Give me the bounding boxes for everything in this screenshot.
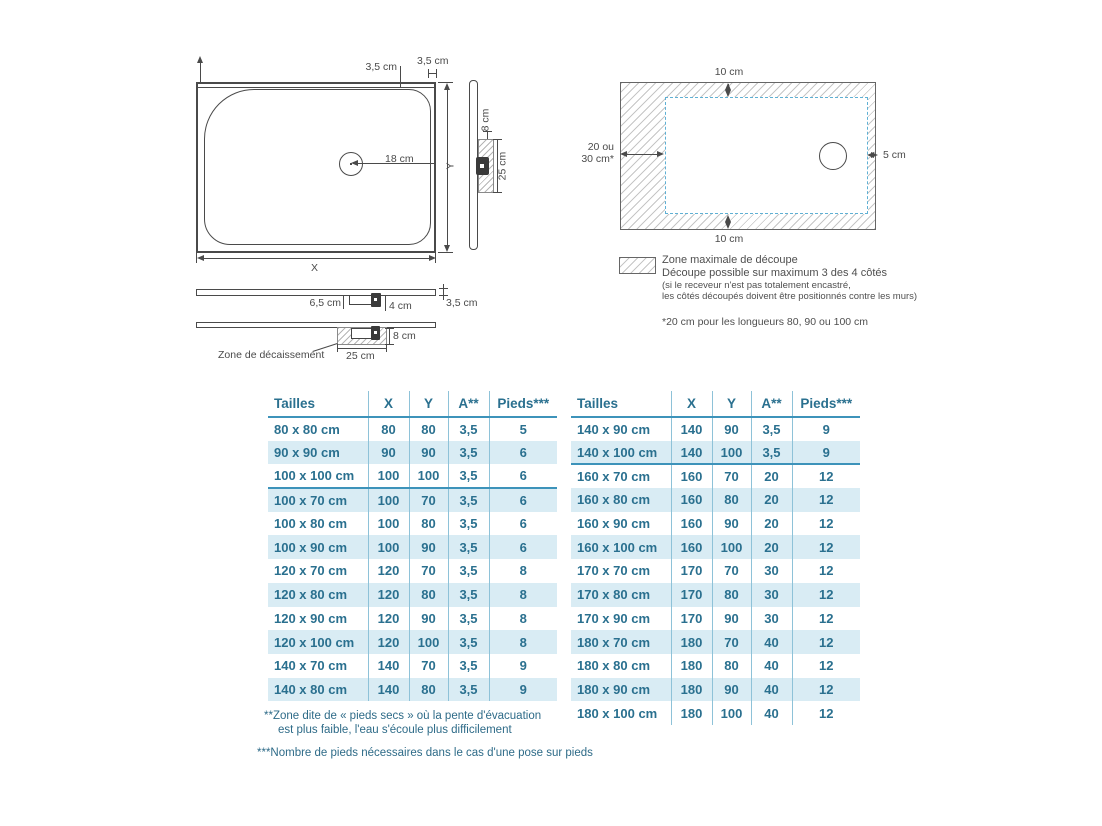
table-cell: 3,5 [448, 607, 489, 631]
profile2-25-label: 25 cm [346, 350, 375, 362]
table-cell: 160 x 70 cm [571, 464, 671, 488]
table-cell: 100 [409, 630, 448, 654]
table-cell: 40 [751, 654, 792, 678]
table-cell: 160 x 90 cm [577, 516, 651, 532]
table-cell: 180 [671, 654, 712, 678]
legend-line1: Zone maximale de découpe [662, 254, 798, 266]
table-cell: 12 [792, 654, 860, 678]
table-cell: 100 [712, 535, 751, 559]
footnote-pieds-secs-line2: est plus faible, l'eau s'écoule plus difficilement [278, 724, 512, 736]
table-cell: 70 [712, 630, 751, 654]
table-cell: 3,5 [751, 417, 792, 441]
table-cell: 12 [792, 535, 860, 559]
table-cell: 140 [671, 417, 712, 441]
profile2-8-label: 8 cm [393, 330, 416, 342]
table-cell: 140 x 90 cm [577, 421, 651, 437]
table-cell: 90 x 90 cm [274, 445, 340, 461]
table-cell: 3,5 [448, 678, 489, 702]
table-cell: 100 [368, 512, 409, 536]
recess-zone-label: Zone de décaissement [218, 349, 325, 361]
table-cell: 20 [751, 512, 792, 536]
footnote-pieds-secs-line1: **Zone dite de « pieds secs » où la pente d'évacuation [264, 710, 542, 722]
cutout-top-label: 10 cm [714, 66, 744, 78]
table-cell: 3,5 [448, 535, 489, 559]
table-cell: 20 [751, 488, 792, 512]
table-cell: 3,5 [751, 441, 792, 465]
table-cell: 80 [712, 583, 751, 607]
col-header-4: Pieds*** [489, 391, 557, 417]
table-cell: 3,5 [448, 630, 489, 654]
table-cell: 70 [409, 559, 448, 583]
table-cell: 80 [409, 417, 448, 441]
table-cell: 8 [489, 607, 557, 631]
table-cell: 9 [792, 441, 860, 465]
table-cell: 12 [792, 678, 860, 702]
cutout-left-label-line1: 20 ou [587, 141, 614, 153]
rim-top-dim-label: 3,5 cm [365, 61, 397, 73]
table-cell: 100 x 100 cm [274, 468, 355, 484]
table-cell: 70 [409, 488, 448, 512]
col-header-2: Y [712, 391, 751, 417]
table-cell: 120 [368, 607, 409, 631]
side-recess-height-label: 25 cm [496, 151, 509, 181]
table-cell: 120 x 100 cm [274, 634, 355, 650]
table-cell: 120 x 70 cm [274, 563, 348, 579]
table-cell: 140 [368, 678, 409, 702]
table-cell: 20 [751, 464, 792, 488]
col-header-1: X [368, 391, 409, 417]
table-cell: 40 [751, 630, 792, 654]
table-cell: 160 [671, 512, 712, 536]
legend-line3: (si le receveur n'est pas totalement encastré, [662, 280, 851, 291]
table-cell: 170 [671, 607, 712, 631]
table-cell: 12 [792, 583, 860, 607]
table-cell: 12 [792, 512, 860, 536]
col-header-0: Tailles [268, 391, 368, 417]
table-cell: 6 [489, 441, 557, 465]
profile1-4-label: 4 cm [389, 300, 412, 312]
table-cell: 30 [751, 607, 792, 631]
table-cell: 170 [671, 559, 712, 583]
table-cell: 120 [368, 583, 409, 607]
table-cell: 3,5 [448, 583, 489, 607]
table-cell: 3,5 [448, 417, 489, 441]
table-cell: 12 [792, 559, 860, 583]
table-cell: 90 [712, 607, 751, 631]
table-cell: 5 [489, 417, 557, 441]
table-cell: 100 [409, 464, 448, 488]
table-cell: 6 [489, 488, 557, 512]
footnote-nombre-pieds: ***Nombre de pieds nécessaires dans le cas d'une pose sur pieds [257, 747, 593, 759]
table-cell: 120 [368, 630, 409, 654]
table-cell: 90 [712, 512, 751, 536]
table-cell: 3,5 [448, 559, 489, 583]
table-cell: 9 [489, 654, 557, 678]
table-cell: 12 [792, 464, 860, 488]
table-cell: 90 [368, 441, 409, 465]
table-cell: 120 x 80 cm [274, 587, 348, 603]
table-cell: 180 [671, 701, 712, 725]
table-cell: 180 [671, 678, 712, 702]
table-cell: 140 x 80 cm [274, 681, 348, 697]
table-cell: 30 [751, 583, 792, 607]
table-cell: 3,5 [448, 488, 489, 512]
cutout-bottom-label: 10 cm [714, 233, 744, 245]
col-header-0: Tailles [571, 391, 671, 417]
table-cell: 160 x 80 cm [577, 492, 651, 508]
table-cell: 170 x 70 cm [577, 563, 651, 579]
table-cell: 140 x 70 cm [274, 658, 348, 674]
table-cell: 80 [712, 488, 751, 512]
table-cell: 70 [409, 654, 448, 678]
table-cell: 3,5 [448, 464, 489, 488]
col-header-3: A** [448, 391, 489, 417]
table-cell: 140 [368, 654, 409, 678]
table-cell: 140 [671, 441, 712, 465]
table-cell: 70 [712, 464, 751, 488]
col-header-3: A** [751, 391, 792, 417]
table-cell: 80 [368, 417, 409, 441]
table-cell: 8 [489, 583, 557, 607]
table-cell: 170 x 80 cm [577, 587, 651, 603]
rim-right-dim-label: 3,5 cm [417, 55, 449, 67]
profile1-65-label: 6,5 cm [309, 297, 341, 309]
table-cell: 70 [712, 559, 751, 583]
table-cell: 90 [712, 417, 751, 441]
table-cell: 6 [489, 464, 557, 488]
drain-dim-label: 18 cm [385, 153, 414, 165]
table-cell: 80 [409, 583, 448, 607]
legend-line2: Découpe possible sur maximum 3 des 4 côtés [662, 267, 887, 279]
table-cell: 170 [671, 583, 712, 607]
table-cell: 12 [792, 607, 860, 631]
table-cell: 8 [489, 559, 557, 583]
table-cell: 80 [409, 512, 448, 536]
table-cell: 100 [368, 464, 409, 488]
table-cell: 120 [368, 559, 409, 583]
table-cell: 100 [368, 488, 409, 512]
table-cell: 90 [712, 678, 751, 702]
table-cell: 80 x 80 cm [274, 421, 340, 437]
col-header-1: X [671, 391, 712, 417]
table-cell: 90 [409, 535, 448, 559]
table-cell: 100 [368, 535, 409, 559]
table-cell: 100 x 90 cm [274, 539, 348, 555]
table-cell: 90 [409, 441, 448, 465]
legend-line4: les côtés découpés doivent être positionnés contre les murs) [662, 291, 918, 302]
table-cell: 160 [671, 488, 712, 512]
table-cell: 12 [792, 630, 860, 654]
table-cell: 8 [489, 630, 557, 654]
table-cell: 40 [751, 678, 792, 702]
table-cell: 9 [489, 678, 557, 702]
x-dim-label: X [311, 262, 319, 274]
cutout-right-label: 5 cm [883, 149, 906, 161]
table-cell: 160 [671, 535, 712, 559]
table-cell: 100 x 70 cm [268, 488, 368, 512]
table-cell: 30 [751, 559, 792, 583]
y-dim-label: Y [444, 162, 457, 170]
table-cell: 12 [792, 488, 860, 512]
table-cell: 6 [489, 535, 557, 559]
table-cell: 12 [792, 701, 860, 725]
profile1-35-label: 3,5 cm [446, 297, 478, 309]
table-cell: 3,5 [448, 654, 489, 678]
table-cell: 120 x 90 cm [274, 610, 348, 626]
side-recess-top-label: 8 cm [479, 108, 492, 132]
table-cell: 140 x 100 cm [577, 444, 658, 460]
table-cell: 180 x 80 cm [577, 658, 651, 674]
table-cell: 40 [751, 701, 792, 725]
table-cell: 6 [489, 512, 557, 536]
table-cell: 80 [409, 678, 448, 702]
table-cell: 3,5 [448, 512, 489, 536]
table-cell: 180 [671, 630, 712, 654]
table-cell: 100 x 80 cm [274, 516, 348, 532]
table-cell: 180 x 70 cm [577, 634, 651, 650]
table-cell: 90 [409, 607, 448, 631]
table-cell: 180 x 90 cm [577, 681, 651, 697]
cutout-left-label-line2: 30 cm* [581, 153, 614, 166]
table-cell: 20 [751, 535, 792, 559]
table-cell: 80 [712, 654, 751, 678]
table-cell: 9 [792, 417, 860, 441]
col-header-4: Pieds*** [792, 391, 860, 417]
table-cell: 100 [712, 701, 751, 725]
col-header-2: Y [409, 391, 448, 417]
table-cell: 3,5 [448, 441, 489, 465]
table-cell: 160 [671, 464, 712, 488]
legend-note: *20 cm pour les longueurs 80, 90 ou 100 cm [662, 316, 869, 328]
table-cell: 160 x 100 cm [577, 539, 658, 555]
table-cell: 180 x 100 cm [577, 705, 658, 721]
table-cell: 100 [712, 441, 751, 465]
table-cell: 170 x 90 cm [577, 610, 651, 626]
